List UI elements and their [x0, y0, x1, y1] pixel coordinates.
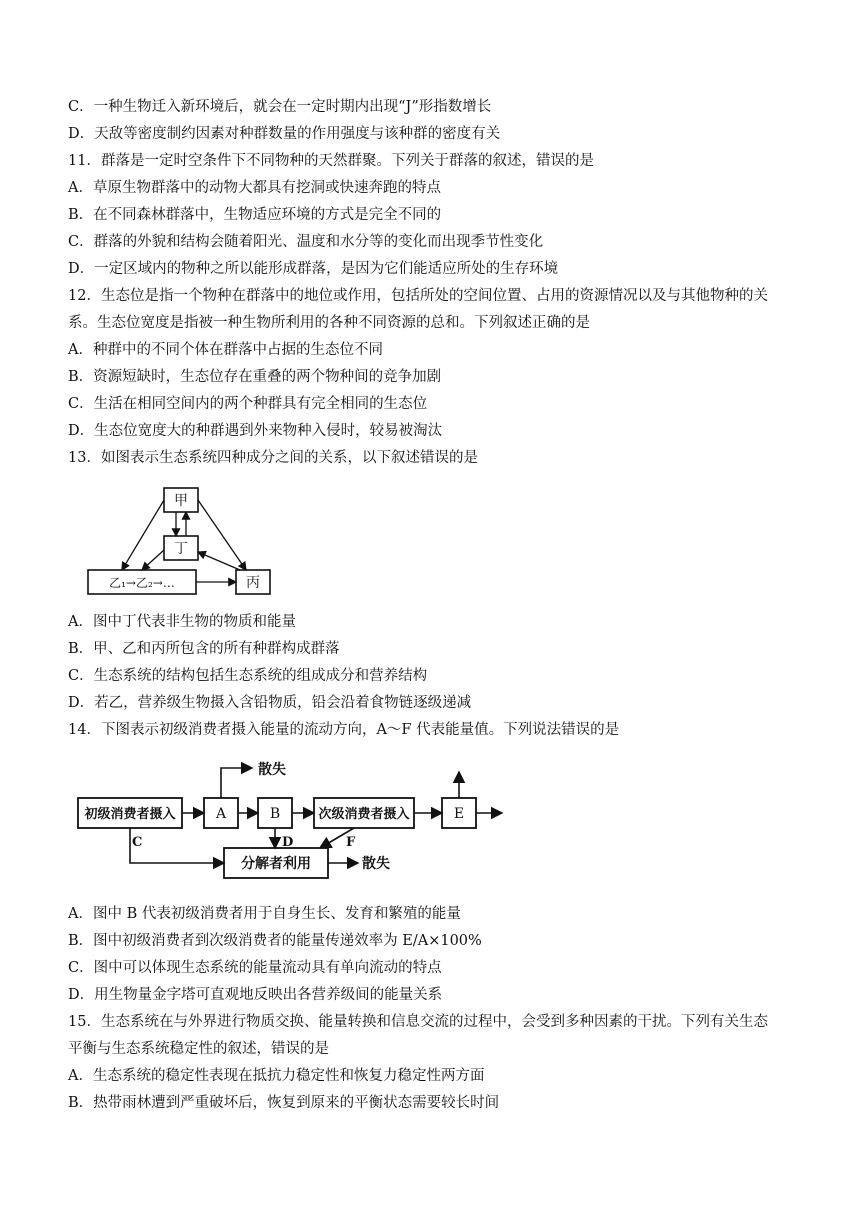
q14-energy-flow-diagram [74, 756, 510, 890]
arrow-bing-ding [198, 552, 240, 570]
arrow-jia-bing [198, 500, 246, 570]
q15-stem-line2: 平衡与生态系统稳定性的叙述，错误的是 [68, 1041, 329, 1057]
label-ding: 丁 [174, 541, 188, 557]
label-lost-top: 散失 [258, 762, 286, 778]
q12-option-d: D．生态位宽度大的种群遇到外来物种入侵时，较易被淘汰 [68, 423, 443, 439]
label-jia: 甲 [174, 493, 188, 509]
q11-option-b: B．在不同森林群落中，生物适应环境的方式是完全不同的 [68, 207, 442, 223]
q11-option-a: A．草原生物群落中的动物大都具有挖洞或快速奔跑的特点 [68, 180, 441, 196]
label-bing: 丙 [246, 575, 260, 591]
label-primary-intake: 初级消费者摄入 [84, 807, 176, 822]
q14-option-d: D．用生物量金字塔可直观地反映出各营养级间的能量关系 [68, 987, 443, 1003]
q13-option-b: B．甲、乙和丙所包含的所有种群构成群落 [68, 641, 340, 657]
q12-option-a: A．种群中的不同个体在群落中占据的生态位不同 [68, 342, 383, 358]
q14-option-b: B．图中初级消费者到次级消费者的能量传递效率为 E/A×100% [68, 933, 482, 949]
label-f: F [346, 835, 356, 850]
label-chain: 乙₁→乙₂→… [109, 576, 175, 590]
q11-option-d: D．一定区域内的物种之所以能形成群落，是因为它们能适应所处的生存环境 [68, 261, 559, 277]
label-e: E [453, 806, 465, 822]
label-decomposer: 分解者利用 [241, 856, 311, 872]
label-b: B [269, 806, 281, 822]
q11-stem: 11．群落是一定时空条件下不同物种的天然群聚。下列关于群落的叙述，错误的是 [68, 153, 594, 169]
label-c: C [132, 835, 143, 850]
q12-stem-line2: 系。生态位宽度是指被一种生物所利用的各种不同资源的总和。下列叙述正确的是 [68, 315, 590, 331]
label-lost-bottom: 散失 [362, 856, 390, 872]
q12-stem-line1: 12．生态位是指一个物种在群落中的地位或作用，包括所处的空间位置、占用的资源情况以及与其他物种的关 [68, 288, 768, 304]
q10-option-d: D．天敌等密度制约因素对种群数量的作用强度与该种群的密度有关 [68, 126, 501, 142]
q15-option-a: A．生态系统的稳定性表现在抵抗力稳定性和恢复力稳定性两方面 [68, 1068, 485, 1084]
arrow-a-lost [221, 768, 252, 798]
arrow-ding-chain [142, 550, 164, 570]
arrow-jia-chain [122, 500, 164, 570]
label-a: A [215, 806, 227, 822]
q13-stem: 13．如图表示生态系统四种成分之间的关系，以下叙述错误的是 [68, 450, 478, 466]
q15-stem-line1: 15．生态系统在与外界进行物质交换、能量转换和信息交流的过程中，会受到多种因素的干扰。下列有关生态 [68, 1014, 768, 1030]
q15-option-b: B．热带雨林遭到严重破坏后，恢复到原来的平衡状态需要较长时间 [68, 1095, 500, 1111]
q12-option-b: B．资源短缺时，生态位存在重叠的两个物种间的竞争加剧 [68, 369, 442, 385]
q12-option-c: C．生活在相同空间内的两个种群具有完全相同的生态位 [68, 396, 428, 412]
q11-option-c: C．群落的外貌和结构会随着阳光、温度和水分等的变化而出现季节性变化 [68, 234, 544, 250]
q10-option-c: C．一种生物迁入新环境后，就会在一定时期内出现“J”形指数增长 [68, 99, 492, 115]
q13-option-c: C．生态系统的结构包括生态系统的组成成分和营养结构 [68, 668, 428, 684]
q14-option-a: A．图中 B 代表初级消费者用于自身生长、发育和繁殖的能量 [68, 906, 461, 922]
q13-ecosystem-diagram [80, 482, 280, 598]
q14-option-c: C．图中可以体现生态系统的能量流动具有单向流动的特点 [68, 960, 442, 976]
arrow-c-decomposer [130, 828, 224, 863]
label-secondary-intake: 次级消费者摄入 [318, 807, 410, 822]
q14-stem: 14．下图表示初级消费者摄入能量的流动方向，A～F 代表能量值。下列说法错误的是 [68, 722, 620, 738]
q13-option-a: A．图中丁代表非生物的物质和能量 [68, 614, 296, 630]
q13-option-d: D．若乙，营养级生物摄入含铅物质，铅会沿着食物链逐级递减 [68, 695, 472, 711]
label-d: D [282, 835, 294, 850]
